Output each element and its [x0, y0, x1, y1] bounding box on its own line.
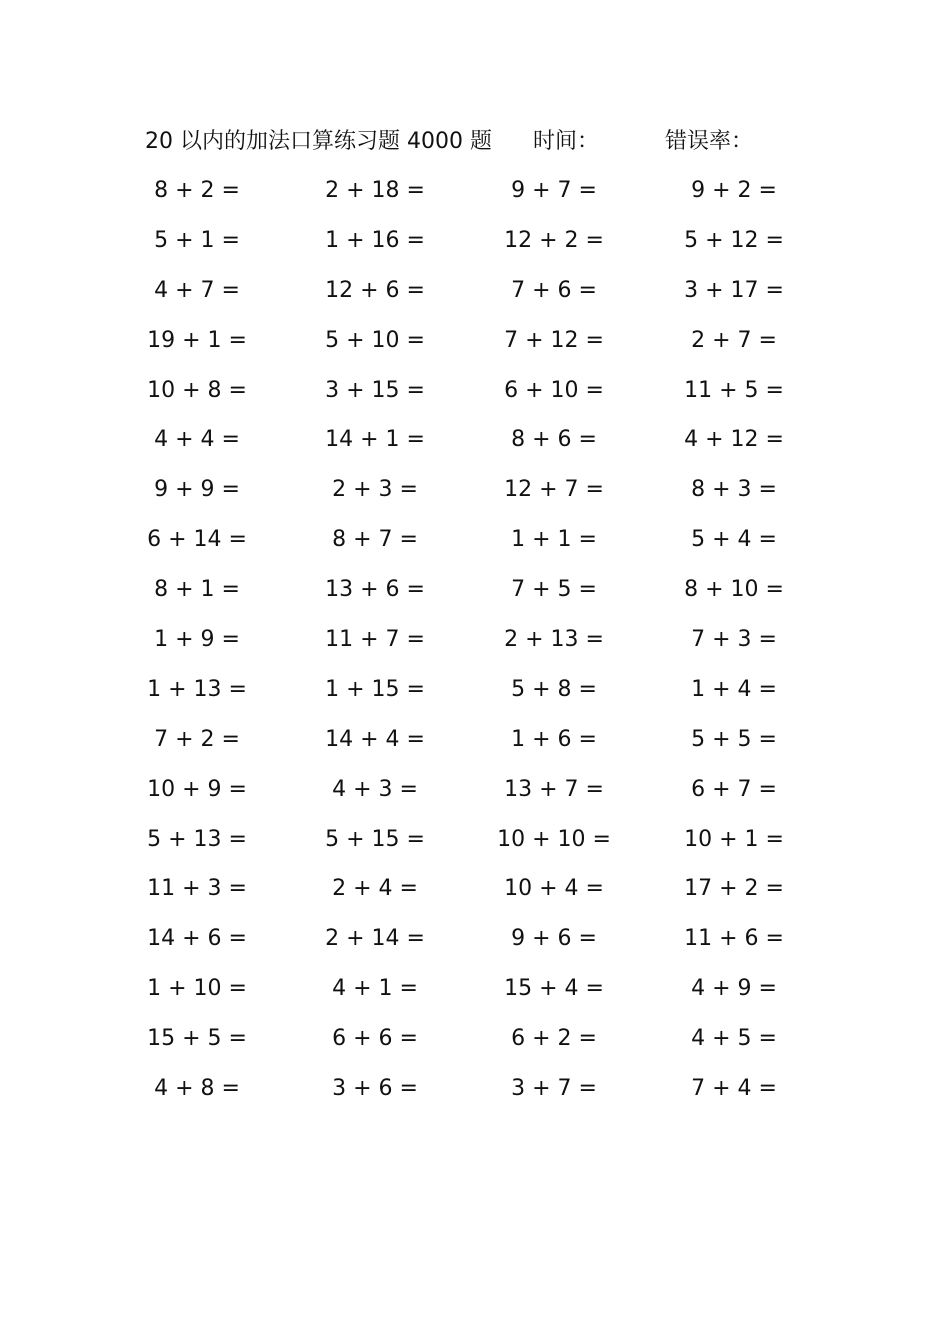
- addition-problem: 3 + 6 =: [332, 1076, 418, 1102]
- addition-problem: 7 + 6 =: [511, 277, 597, 303]
- addition-problem: 7 + 2 =: [154, 726, 240, 752]
- problem-row: [0, 1064, 950, 1114]
- addition-problem: 1 + 4 =: [691, 676, 777, 702]
- addition-problem: 1 + 15 =: [325, 676, 425, 702]
- addition-problem: 12 + 7 =: [504, 477, 604, 503]
- problem-row: [0, 1014, 950, 1064]
- addition-problem: 10 + 10 =: [497, 826, 611, 852]
- addition-problem: 2 + 7 =: [691, 327, 777, 353]
- addition-problem: 8 + 1 =: [154, 577, 240, 603]
- addition-problem: 2 + 3 =: [332, 477, 418, 503]
- addition-problem: 3 + 15 =: [325, 377, 425, 403]
- addition-problem: 8 + 3 =: [691, 477, 777, 503]
- addition-problem: 10 + 1 =: [684, 826, 784, 852]
- addition-problem: 4 + 4 =: [154, 427, 240, 453]
- addition-problem: 5 + 12 =: [684, 227, 784, 253]
- worksheet-title: 20 以内的加法口算练习题 4000 题: [145, 129, 492, 154]
- problem-row: [0, 715, 950, 765]
- problem-grid: [0, 166, 950, 1114]
- addition-problem: 3 + 17 =: [684, 277, 784, 303]
- addition-problem: 4 + 1 =: [332, 976, 418, 1002]
- addition-problem: 5 + 4 =: [691, 527, 777, 553]
- addition-problem: 2 + 13 =: [504, 627, 604, 653]
- addition-problem: 1 + 13 =: [147, 676, 247, 702]
- addition-problem: 9 + 2 =: [691, 178, 777, 203]
- addition-problem: 6 + 2 =: [511, 1026, 597, 1052]
- addition-problem: 15 + 4 =: [504, 976, 604, 1002]
- addition-problem: 11 + 3 =: [147, 876, 247, 902]
- problem-row: [0, 964, 950, 1014]
- addition-problem: 6 + 14 =: [147, 527, 247, 553]
- addition-problem: 2 + 4 =: [332, 876, 418, 902]
- addition-problem: 15 + 5 =: [147, 1026, 247, 1052]
- addition-problem: 12 + 6 =: [325, 277, 425, 303]
- addition-problem: 6 + 10 =: [504, 377, 604, 403]
- addition-problem: 17 + 2 =: [684, 876, 784, 902]
- addition-problem: 5 + 15 =: [325, 826, 425, 852]
- addition-problem: 4 + 9 =: [691, 976, 777, 1002]
- addition-problem: 14 + 4 =: [325, 726, 425, 752]
- problem-row: [0, 765, 950, 815]
- addition-problem: 9 + 6 =: [511, 926, 597, 952]
- addition-problem: 4 + 12 =: [684, 427, 784, 453]
- addition-problem: 4 + 8 =: [154, 1076, 240, 1102]
- addition-problem: 5 + 13 =: [147, 826, 247, 852]
- problem-row: [0, 415, 950, 465]
- addition-problem: 9 + 9 =: [154, 477, 240, 503]
- time-label: 时间：: [533, 129, 600, 154]
- addition-problem: 10 + 8 =: [147, 377, 247, 403]
- problem-row: [0, 515, 950, 565]
- addition-problem: 6 + 7 =: [691, 776, 777, 802]
- addition-problem: 1 + 16 =: [325, 227, 425, 253]
- addition-problem: 6 + 6 =: [332, 1026, 418, 1052]
- addition-problem: 8 + 7 =: [332, 527, 418, 553]
- addition-problem: 10 + 4 =: [504, 876, 604, 902]
- problem-row: [0, 615, 950, 665]
- addition-problem: 4 + 7 =: [154, 277, 240, 303]
- problem-row: [0, 216, 950, 266]
- addition-problem: 13 + 7 =: [504, 776, 604, 802]
- addition-problem: 8 + 6 =: [511, 427, 597, 453]
- addition-problem: 12 + 2 =: [504, 227, 604, 253]
- addition-problem: 7 + 12 =: [504, 327, 604, 353]
- addition-problem: 8 + 10 =: [684, 577, 784, 603]
- addition-problem: 4 + 5 =: [691, 1026, 777, 1052]
- addition-problem: 11 + 6 =: [684, 926, 784, 952]
- problem-row: [0, 366, 950, 416]
- problem-row: [0, 914, 950, 964]
- addition-problem: 14 + 1 =: [325, 427, 425, 453]
- addition-problem: 4 + 3 =: [332, 776, 418, 802]
- addition-problem: 1 + 10 =: [147, 976, 247, 1002]
- addition-problem: 5 + 10 =: [325, 327, 425, 353]
- problem-row: [0, 266, 950, 316]
- problem-row: [0, 316, 950, 366]
- addition-problem: 5 + 8 =: [511, 676, 597, 702]
- addition-problem: 5 + 5 =: [691, 726, 777, 752]
- problem-row: [0, 565, 950, 615]
- addition-problem: 19 + 1 =: [147, 327, 247, 353]
- addition-problem: 11 + 7 =: [325, 627, 425, 653]
- addition-problem: 5 + 1 =: [154, 227, 240, 253]
- addition-problem: 13 + 6 =: [325, 577, 425, 603]
- addition-problem: 7 + 4 =: [691, 1076, 777, 1102]
- problem-row: [0, 166, 950, 216]
- addition-problem: 2 + 18 =: [325, 178, 425, 203]
- addition-problem: 7 + 5 =: [511, 577, 597, 603]
- problem-row: [0, 465, 950, 515]
- addition-problem: 7 + 3 =: [691, 627, 777, 653]
- addition-problem: 3 + 7 =: [511, 1076, 597, 1102]
- error-rate-label: 错误率：: [665, 129, 754, 154]
- addition-problem: 8 + 2 =: [154, 178, 240, 203]
- addition-problem: 11 + 5 =: [684, 377, 784, 403]
- addition-problem: 14 + 6 =: [147, 926, 247, 952]
- problem-row: [0, 665, 950, 715]
- addition-problem: 10 + 9 =: [147, 776, 247, 802]
- addition-problem: 1 + 9 =: [154, 627, 240, 653]
- addition-problem: 1 + 1 =: [511, 527, 597, 553]
- addition-problem: 2 + 14 =: [325, 926, 425, 952]
- addition-problem: 9 + 7 =: [511, 178, 597, 203]
- problem-row: [0, 864, 950, 914]
- addition-problem: 1 + 6 =: [511, 726, 597, 752]
- problem-row: [0, 815, 950, 865]
